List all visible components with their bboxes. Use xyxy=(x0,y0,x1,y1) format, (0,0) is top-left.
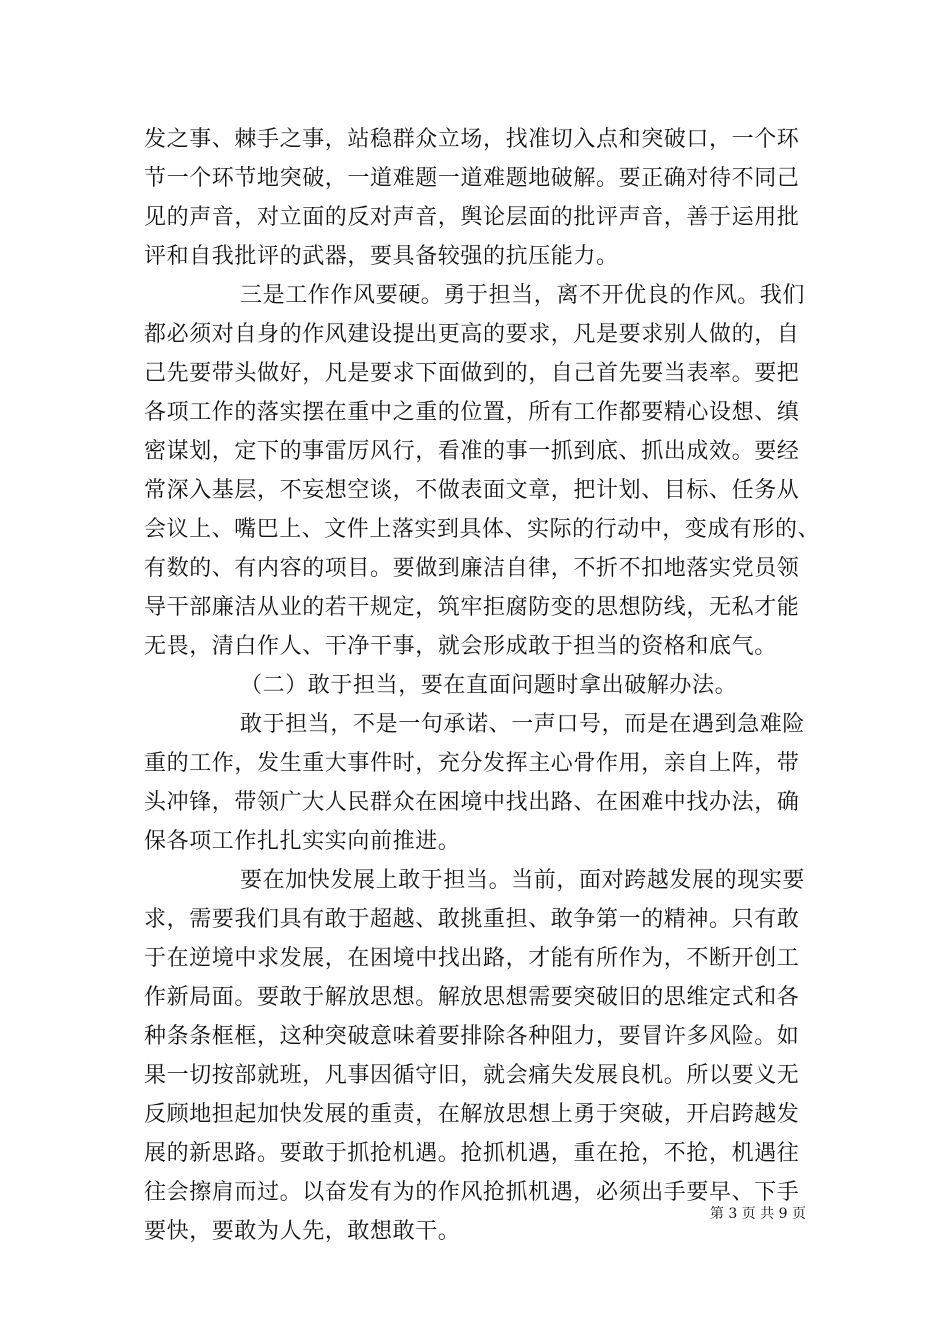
text-line: 各项工作的落实摆在重中之重的位置，所有工作都要精心设想、缜 xyxy=(144,400,800,425)
text-line: 种条条框框，这种突破意味着要排除各种阻力，要冒许多风险。如 xyxy=(144,1024,800,1049)
text-line: 常深入基层，不妄想空谈，不做表面文章，把计划、目标、任务从 xyxy=(144,478,800,503)
text-line: 评和自我批评的武器，要具备较强的抗压能力。 xyxy=(144,244,619,269)
text-line: 导干部廉洁从业的若干规定，筑牢拒腐防变的思想防线，无私才能 xyxy=(144,595,800,620)
text-line: 有数的、有内容的项目。要做到廉洁自律，不折不扣地落实党员领 xyxy=(144,556,800,581)
text-line: 敢于担当，不是一句承诺、一声口号，而是在遇到急难险 xyxy=(240,712,806,737)
text-line: 己先要带头做好，凡是要求下面做到的，自己首先要当表率。要把 xyxy=(144,361,800,386)
page-number: 第 3 页 共 9 页 xyxy=(709,1206,806,1222)
text-line: 要快，要敢为人先，敢想敢干。 xyxy=(144,1219,461,1244)
text-line: 都必须对自身的作风建设提出更高的要求，凡是要求别人做的，自 xyxy=(144,322,800,347)
text-line: 于在逆境中求发展，在困境中找出路，才能有所作为，不断开创工 xyxy=(144,946,800,971)
text-line: 重的工作，发生重大事件时，充分发挥主心骨作用，亲自上阵，带 xyxy=(144,751,800,776)
text-line: 发之事、棘手之事，站稳群众立场，找准切入点和突破口，一个环 xyxy=(144,127,800,152)
text-line: 见的声音，对立面的反对声音，舆论层面的批评声音，善于运用批 xyxy=(144,205,800,230)
text-line: 反顾地担起加快发展的重责，在解放思想上勇于突破，开启跨越发 xyxy=(144,1102,800,1127)
body-text xyxy=(144,120,824,1251)
text-line: 要在加快发展上敢于担当。当前，面对跨越发展的现实要 xyxy=(240,868,806,893)
text-line: 保各项工作扎扎实实向前推进。 xyxy=(144,829,461,854)
text-line: 三是工作作风要硬。勇于担当，离不开优良的作风。我们 xyxy=(240,283,806,308)
text-line: 展的新思路。要敢于抓抢机遇。抢抓机遇，重在抢，不抢，机遇往 xyxy=(144,1141,800,1166)
text-line: 会议上、嘴巴上、文件上落实到具体、实际的行动中，变成有形的、 xyxy=(144,517,821,542)
text-line: 头冲锋，带领广大人民群众在困境中找出路、在困难中找办法，确 xyxy=(144,790,800,815)
text-line: 作新局面。要敢于解放思想。解放思想需要突破旧的思维定式和各 xyxy=(144,985,800,1010)
text-line: 果一切按部就班，凡事因循守旧，就会痛失发展良机。所以要义无 xyxy=(144,1063,800,1088)
text-line: 无畏，清白作人、干净干事，就会形成敢于担当的资格和底气。 xyxy=(144,634,777,659)
text-line: （二）敢于担当，要在直面问题时拿出破解办法。 xyxy=(240,673,738,698)
text-line: 往会擦肩而过。以奋发有为的作风抢抓机遇，必须出手要早、下手 xyxy=(144,1180,800,1205)
text-line: 密谋划，定下的事雷厉风行，看准的事一抓到底、抓出成效。要经 xyxy=(144,439,800,464)
text-line: 节一个环节地突破，一道难题一道难题地破解。要正确对待不同己 xyxy=(144,166,800,191)
text-line: 求，需要我们具有敢于超越、敢挑重担、敢争第一的精神。只有敢 xyxy=(144,907,800,932)
